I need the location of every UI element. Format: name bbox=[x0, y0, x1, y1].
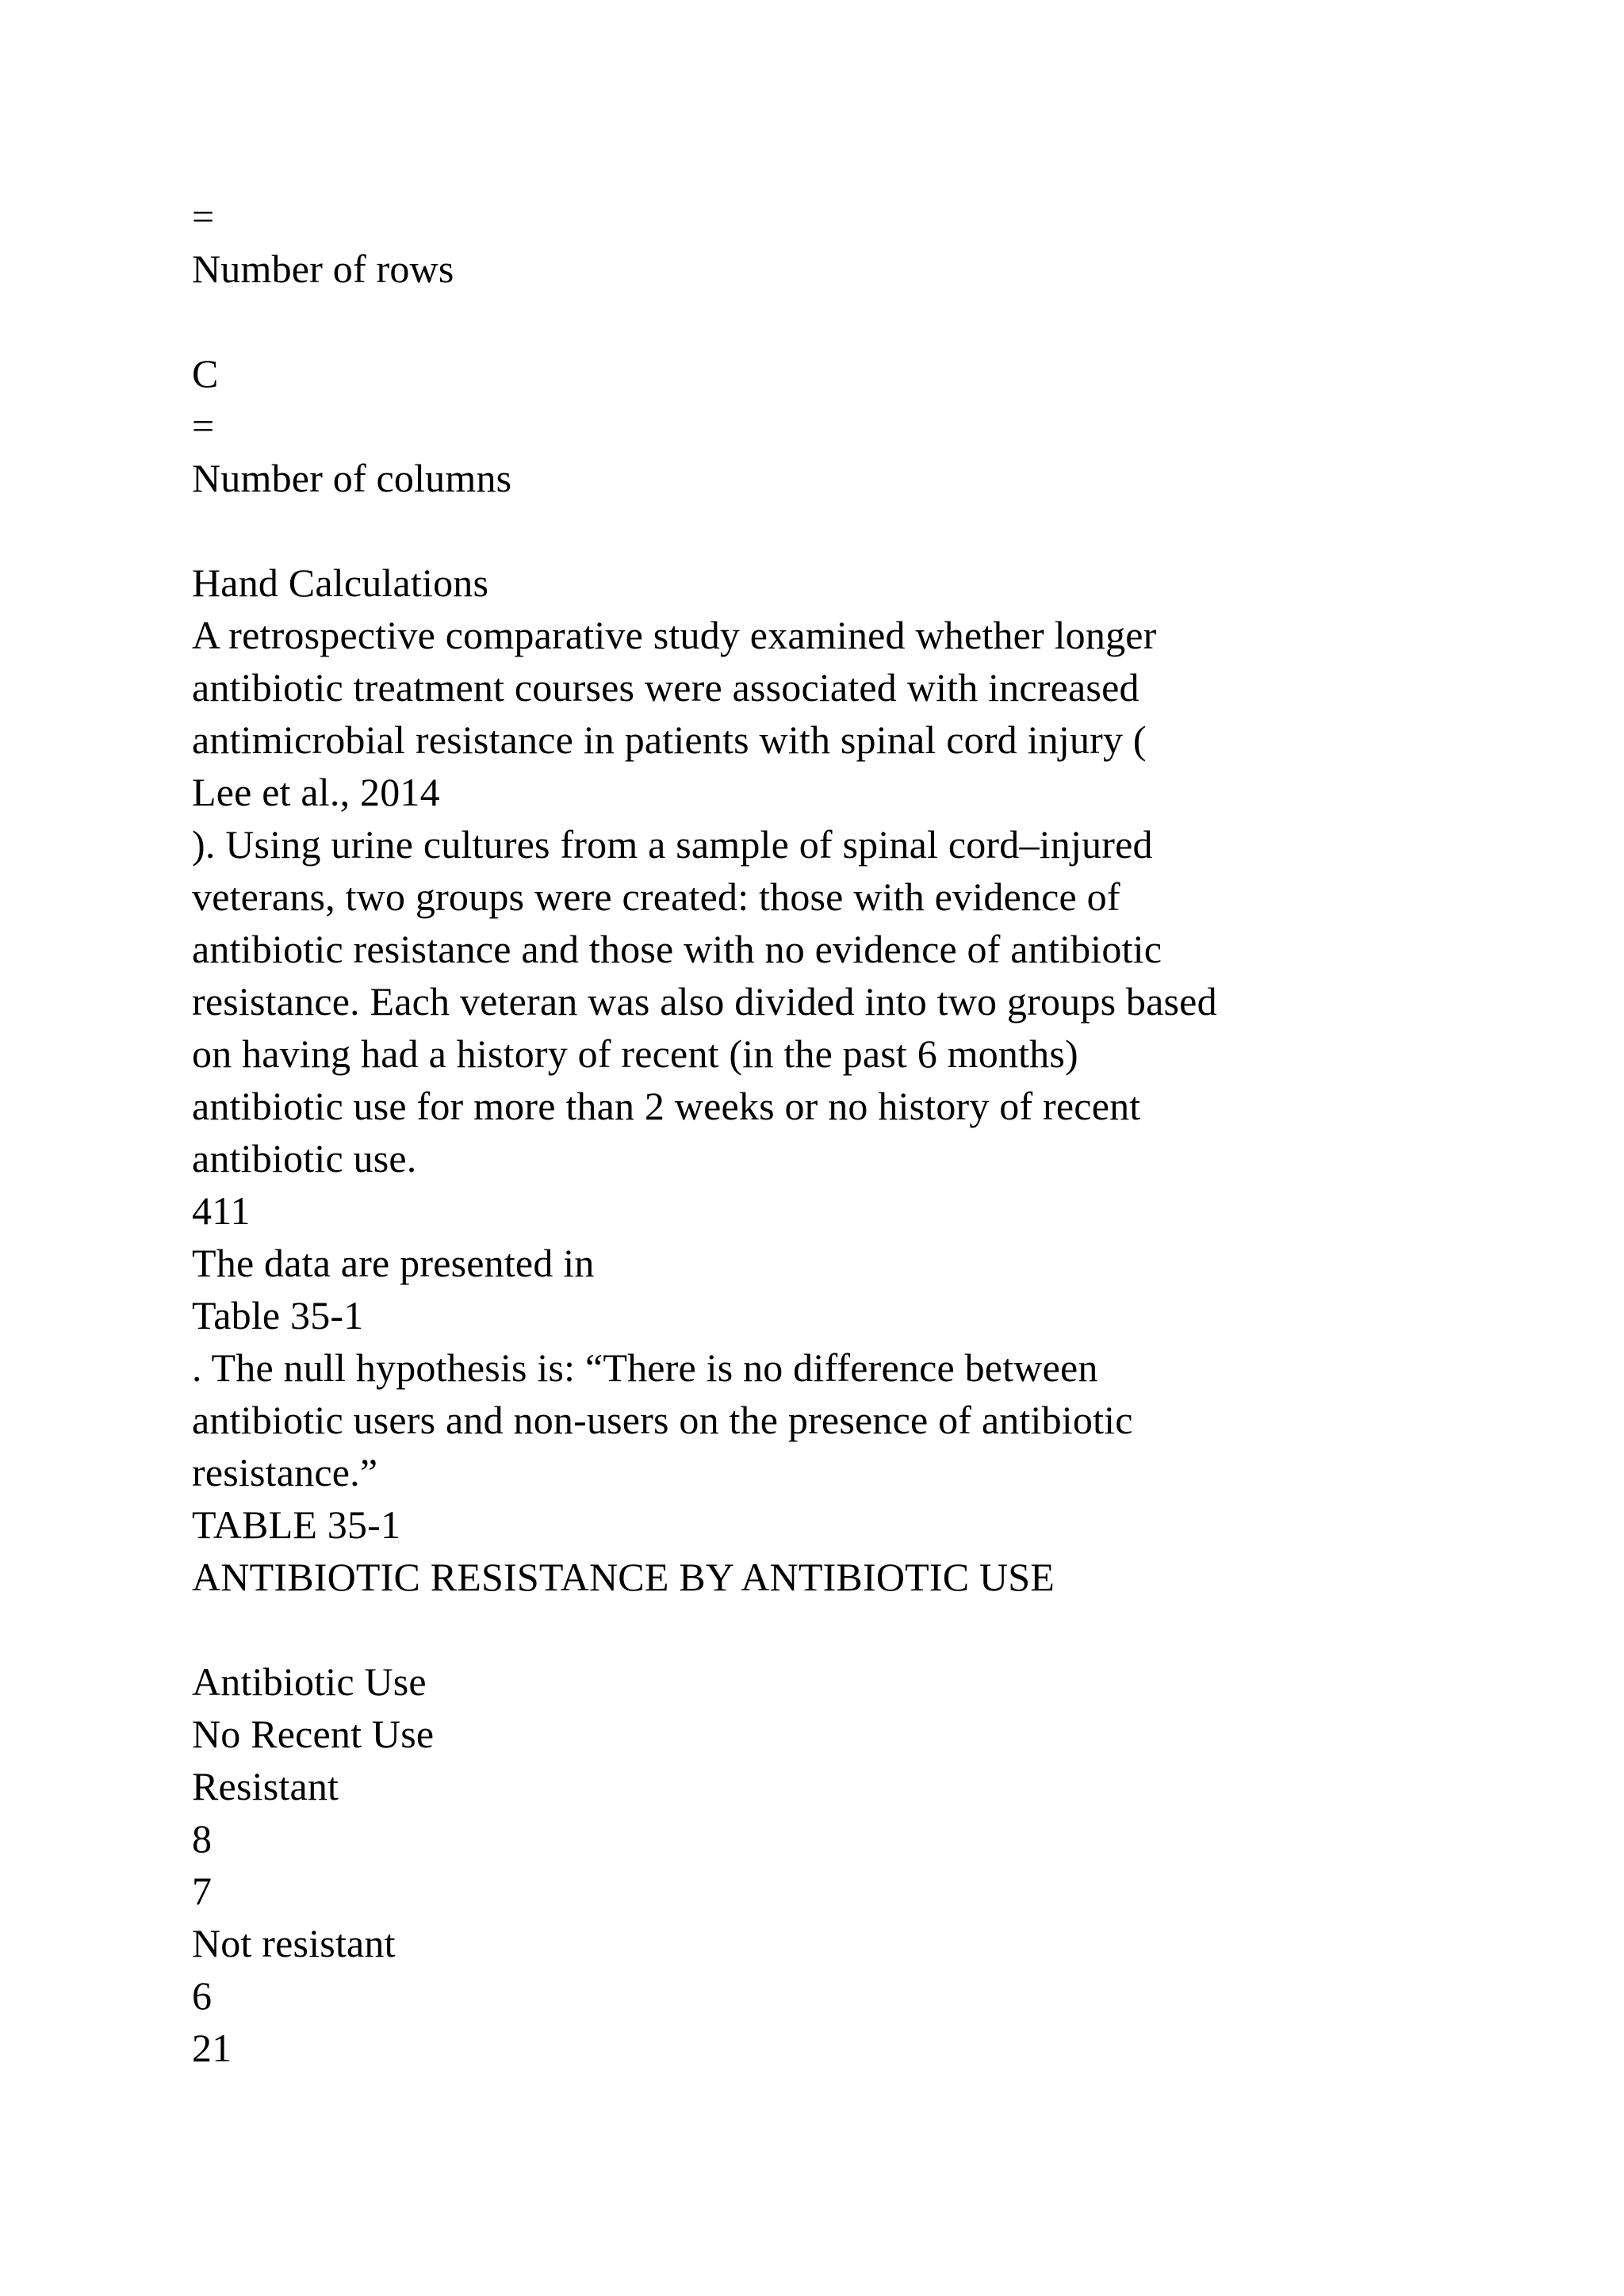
text-line: . The null hypothesis is: “There is no difference between bbox=[192, 1345, 1098, 1390]
text-line: veterans, two groups were created: those with evidence of bbox=[192, 874, 1120, 919]
table-label-line: TABLE 35-1 bbox=[192, 1502, 401, 1547]
text-line: The data are presented in bbox=[192, 1241, 595, 1285]
blank-line bbox=[192, 1603, 1588, 1655]
table-row-label-line: Not resistant bbox=[192, 1921, 396, 1965]
text-line: antibiotic resistance and those with no evidence of antibiotic bbox=[192, 927, 1162, 971]
document-body bbox=[192, 190, 1588, 2074]
text-line: resistance. Each veteran was also divided into two groups based bbox=[192, 979, 1217, 1024]
blank-line bbox=[192, 295, 1588, 347]
text-line: A retrospective comparative study examined whether longer bbox=[192, 613, 1157, 657]
table-value-line: 6 bbox=[192, 1973, 213, 2018]
section-heading-line: Hand Calculations bbox=[192, 561, 489, 605]
text-line: C bbox=[192, 351, 219, 396]
text-line: antibiotic users and non-users on the presence of antibiotic bbox=[192, 1398, 1133, 1442]
table-value-line: 8 bbox=[192, 1816, 213, 1861]
table-row-label-line: Resistant bbox=[192, 1764, 339, 1808]
blank-line bbox=[192, 504, 1588, 557]
text-line: = bbox=[192, 194, 215, 239]
text-line: Number of columns bbox=[192, 456, 512, 500]
table-header-line: No Recent Use bbox=[192, 1712, 435, 1756]
text-line: resistance.” bbox=[192, 1450, 378, 1494]
text-line: = bbox=[192, 404, 215, 448]
table-value-line: 7 bbox=[192, 1869, 213, 1913]
text-line: ). Using urine cultures from a sample of spinal cord–injured bbox=[192, 822, 1153, 867]
text-line: antimicrobial resistance in patients with spinal cord injury ( bbox=[192, 718, 1147, 762]
table-reference-line: Table 35-1 bbox=[192, 1293, 364, 1337]
text-line: antibiotic use for more than 2 weeks or no history of recent bbox=[192, 1084, 1141, 1128]
citation-line: Lee et al., 2014 bbox=[192, 770, 440, 814]
text-line: on having had a history of recent (in the past 6 months) bbox=[192, 1031, 1078, 1076]
page-number-line: 411 bbox=[192, 1188, 251, 1233]
table-value-line: 21 bbox=[192, 2026, 232, 2070]
text-line: Number of rows bbox=[192, 247, 454, 291]
text-line: antibiotic use. bbox=[192, 1136, 417, 1181]
text-line: antibiotic treatment courses were associated with increased bbox=[192, 665, 1139, 710]
table-header-line: Antibiotic Use bbox=[192, 1659, 427, 1704]
table-title-line: ANTIBIOTIC RESISTANCE BY ANTIBIOTIC USE bbox=[192, 1555, 1055, 1599]
